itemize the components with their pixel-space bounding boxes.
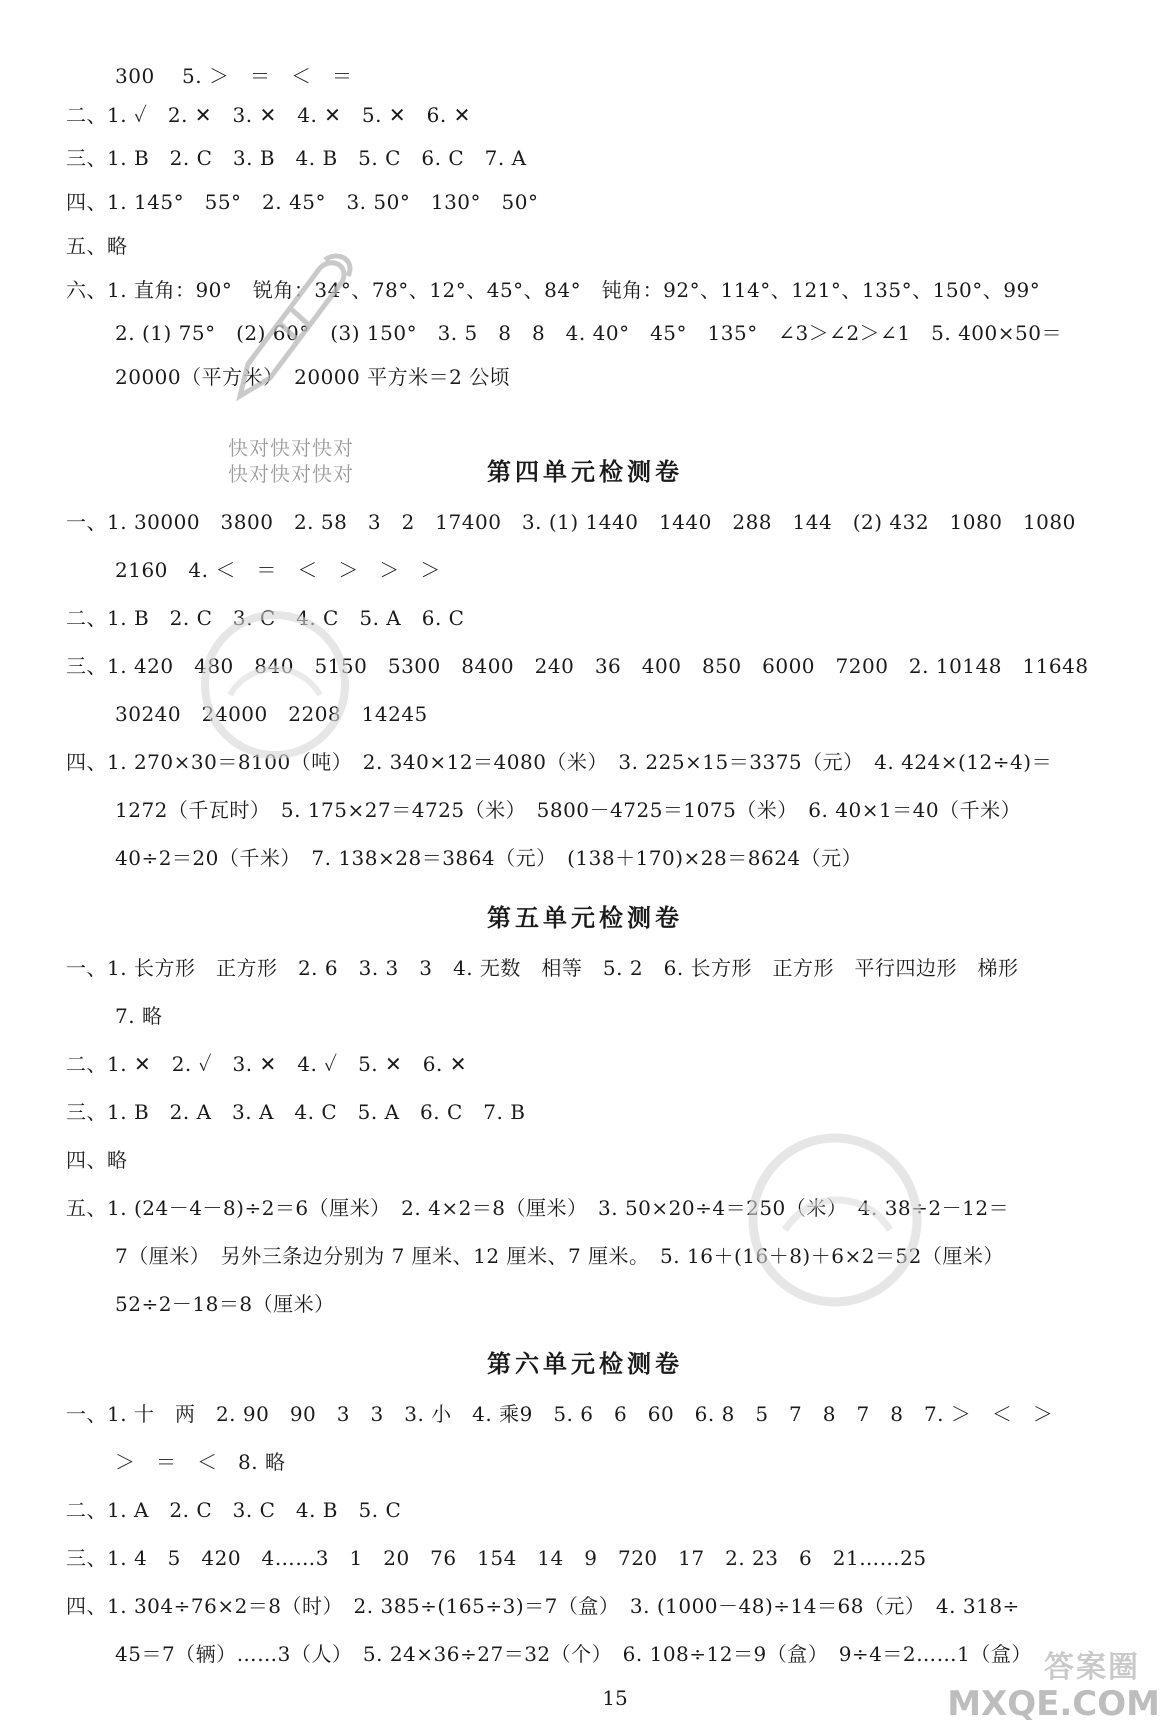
answer-line: 2160 4. ＜ ＝ ＜ ＞ ＞ ＞ <box>115 558 441 582</box>
answer-line: 52÷2－18＝8（厘米） <box>115 1292 335 1316</box>
answer-line: 三、1. 420 480 840 5150 5300 8400 240 36 400 850 6000 7200 2. 10148 11648 <box>66 654 1089 678</box>
answer-line: 四、1. 145° 55° 2. 45° 3. 50° 130° 50° <box>66 190 539 214</box>
answer-line: 45＝7（辆）……3（人） 5. 24×36÷27＝32（个） 6. 108÷12＝9（盒） 9÷4＝2……1（盒） <box>115 1642 1032 1666</box>
answer-line: 四、1. 270×30＝8100（吨） 2. 340×12＝4080（米） 3. 225×15＝3375（元） 4. 424×(12÷4)＝ <box>66 750 1053 774</box>
answer-line: 一、1. 长方形 正方形 2. 6 3. 3 3 4. 无数 相等 5. 2 6. 长方形 正方形 平行四边形 梯形 <box>66 956 1019 980</box>
answer-line: 40÷2＝20（千米） 7. 138×28＝3864（元） (138＋170)×28＝8624（元） <box>115 846 863 870</box>
stamp-watermark-icon <box>735 1120 935 1320</box>
answer-line: 1272（千瓦时） 5. 175×27＝4725（米） 5800－4725＝1075（米） 6. 40×1＝40（千米） <box>115 798 1022 822</box>
answer-line: 2. (1) 75° (2) 60° (3) 150° 3. 5 8 8 4. 40° 45° 135° ∠3＞∠2＞∠1 5. 400×50＝ <box>115 321 1062 345</box>
answer-line: 7（厘米） 另外三条边分别为 7 厘米、12 厘米、7 厘米。 5. 16＋(16＋8)＋6×2＝52（厘米） <box>115 1244 1004 1268</box>
answer-line: 五、1. (24－4－8)÷2＝6（厘米） 2. 4×2＝8（厘米） 3. 50×20÷4＝250（米） 4. 38÷2－12＝ <box>66 1196 1010 1220</box>
corner-watermark-url: MXQE.COM <box>947 1684 1160 1724</box>
answer-line: ＞ ＝ ＜ 8. 略 <box>115 1450 286 1474</box>
answer-line: 四、1. 304÷76×2＝8（时） 2. 385÷(165÷3)＝7（盒） 3. (1000－48)÷14＝68（元） 4. 318÷ <box>66 1594 1020 1618</box>
answer-line: 300 5. ＞ ＝ ＜ ＝ <box>115 64 353 88</box>
answer-line: 20000（平方米） 20000 平方米＝2 公顷 <box>115 365 511 389</box>
answer-line: 三、1. 4 5 420 4……3 1 20 76 154 14 9 720 17 2. 23 6 21……25 <box>66 1546 927 1570</box>
section-heading-unit-4: 第四单元检测卷 <box>487 458 683 486</box>
page-number: 15 <box>602 1686 628 1710</box>
answer-line: 三、1. B 2. C 3. B 4. B 5. C 6. C 7. A <box>66 146 527 170</box>
section-heading-unit-6: 第六单元检测卷 <box>487 1350 683 1378</box>
answer-line: 一、1. 十 两 2. 90 90 3 3 3. 小 4. 乘9 5. 6 6 60 6. 8 5 7 8 7 8 7. ＞ ＜ ＞ <box>66 1402 1054 1426</box>
answer-line: 30240 24000 2208 14245 <box>115 702 428 726</box>
answer-line: 五、略 <box>66 234 128 258</box>
stamp-watermark-icon <box>190 600 360 770</box>
answer-line: 三、1. B 2. A 3. A 4. C 5. A 6. C 7. B <box>66 1100 526 1124</box>
answer-line: 二、1. ✓ 2. ✕ 3. ✕ 4. ✕ 5. ✕ 6. ✕ <box>66 103 471 127</box>
watermark-text: 快对快对快对 <box>228 462 354 486</box>
watermark-text: 快对快对快对 <box>228 436 354 460</box>
answer-line: 一、1. 30000 3800 2. 58 3 2 17400 3. (1) 1440 1440 288 144 (2) 432 1080 1080 <box>66 510 1076 534</box>
answer-line: 二、1. ✕ 2. ✓ 3. ✕ 4. ✓ 5. ✕ 6. ✕ <box>66 1052 467 1076</box>
pencil-watermark-icon <box>220 248 370 408</box>
answer-line: 四、略 <box>66 1148 128 1172</box>
corner-watermark: 答案圈 <box>1044 1650 1140 1685</box>
answer-line: 二、1. B 2. C 3. C 4. C 5. A 6. C <box>66 606 465 630</box>
answer-line: 六、1. 直角：90° 锐角：34°、78°、12°、45°、84° 钝角：92°、114°、121°、135°、150°、99° <box>66 278 1041 302</box>
answer-line: 二、1. A 2. C 3. C 4. B 5. C <box>66 1498 402 1522</box>
section-heading-unit-5: 第五单元检测卷 <box>487 904 683 932</box>
answer-line: 7. 略 <box>115 1004 163 1028</box>
